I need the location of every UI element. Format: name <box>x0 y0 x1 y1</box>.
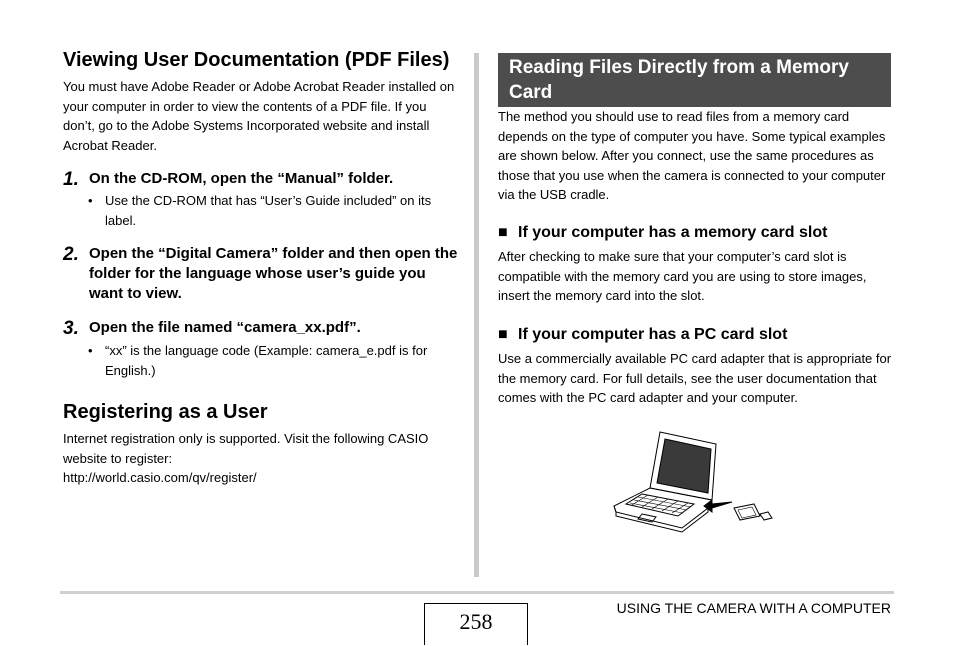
note-text: Use the CD-ROM that has “User’s Guide included” on its label. <box>105 193 432 228</box>
step-number: 2. <box>63 244 79 265</box>
pc-card-subheading <box>498 325 893 345</box>
slot-subheading <box>498 223 893 243</box>
footer-section-title: USING THE CAMERA WITH A COMPUTER <box>616 600 891 616</box>
laptop-illustration <box>612 430 778 534</box>
step-3 <box>63 318 458 338</box>
bullet-icon: • <box>88 343 93 358</box>
step-1 <box>63 169 458 189</box>
memory-card-intro: The method you should use to read files from a memory card depends on the type of computer you have. Some typical examples are shown below. After you connect, use the same procedures as those that you use when the camera is connected to your computer via the USB cradle. <box>498 109 886 203</box>
section-banner <box>498 53 891 107</box>
pdf-section-heading: Viewing User Documentation (PDF Files) <box>63 49 450 71</box>
step-text: On the CD-ROM, open the “Manual” folder. <box>89 170 394 187</box>
step-number: 3. <box>63 318 79 339</box>
note-text: “xx” is the language code (Example: camera_e.pdf is for English.) <box>105 343 428 378</box>
square-icon: ■ <box>498 224 508 241</box>
slot-text: After checking to make sure that your computer’s card slot is compatible with the memory card you are using to store images, insert the memory card into the slot. <box>498 249 867 304</box>
step-text: Open the file named “camera_xx.pdf”. <box>89 319 361 336</box>
register-text: Internet registration only is supported. Visit the following CASIO website to register: <box>63 431 429 466</box>
register-heading: Registering as a User <box>63 401 268 423</box>
step-2 <box>63 244 458 304</box>
square-icon: ■ <box>498 326 508 343</box>
page-number: 258 <box>424 603 528 645</box>
column-divider <box>474 53 479 577</box>
step-1-note <box>89 191 457 230</box>
pc-card-text: Use a commercially available PC card adapter that is appropriate for the memory card. For full details, see the user documentation that comes with the PC card adapter and your computer. <box>498 351 892 406</box>
footer-rule <box>60 591 894 594</box>
subheading-text: If your computer has a memory card slot <box>518 224 828 241</box>
step-number: 1. <box>63 169 79 190</box>
banner-title: Reading Files Directly from a Memory Card <box>509 57 849 103</box>
subheading-text: If your computer has a PC card slot <box>518 326 788 343</box>
register-url: http://world.casio.com/qv/register/ <box>63 470 257 485</box>
bullet-icon: • <box>88 193 93 208</box>
pdf-intro-text: You must have Adobe Reader or Adobe Acrobat Reader installed on your computer in order to view the contents of a PDF file. If you don’t, go to the Adobe Systems Incorporated website and install Acrobat Reader. <box>63 79 455 153</box>
step-3-note <box>89 341 457 380</box>
step-text: Open the “Digital Camera” folder and then open the folder for the language whose user’s guide you want to view. <box>89 245 458 302</box>
